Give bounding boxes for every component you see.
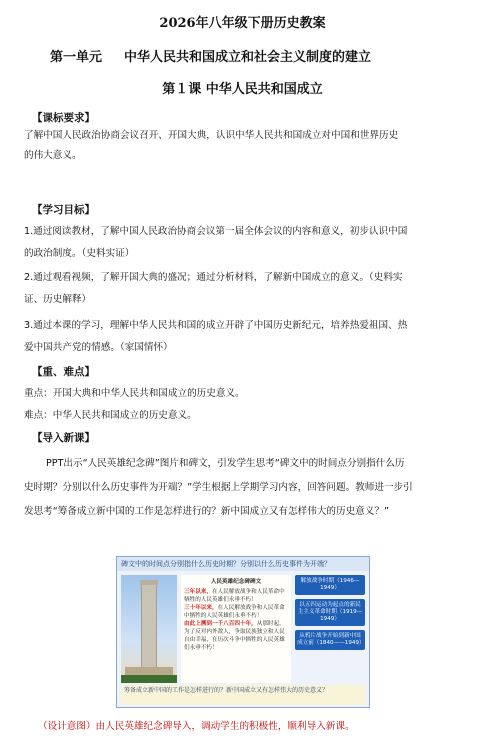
goal-1-line-1: 1.通过阅读教材，了解中国人民政治协商会议第一届全体会议的内容和意义，初步认识中国 <box>24 226 408 237</box>
intro-line-1: PPT出示“人民英雄纪念碑”图片和碑文，引发学生思考“碑文中的时间点分别指什么历 <box>46 458 405 469</box>
goal-1-line-2: 的政治制度。（史料实证） <box>24 248 135 259</box>
lesson-title: 第１课 中华人民共和国成立 <box>162 82 323 97</box>
inscription-title: 人民英雄纪念碑碑文 <box>210 579 262 585</box>
goal-3-line-1: 3.通过本课的学习，理解中华人民共和国的成立开辟了中国历史新纪元，培养热爱祖国、热 <box>24 320 408 331</box>
intro-heading: 【导入新课】 <box>32 432 95 444</box>
inscription-paragraph-1: 三年以来，在人民解放战争和人民革命中牺牲的人民英雄们永垂不朽！ <box>184 589 285 603</box>
slide-bottom-question: 筹备成立新中国的工作是怎样进行的？新中国成立又有怎样伟大的历史意义？ <box>121 685 365 705</box>
intro-line-2: 史时期？分别以什么历史事件为开端？”学生根据上学期学习内容，回答问题。教师进一步引 <box>24 482 413 493</box>
period-boxes <box>295 575 365 654</box>
inscription-paragraph-2: 三十年以来，在人民解放战争和人民革命中牺牲的人民英雄们永垂不朽！ <box>184 605 285 619</box>
period-box-1: 解放战争时期（1946—1949） <box>295 575 365 595</box>
standard-line-2: 的伟大意义。 <box>24 150 82 161</box>
unit-number: 第一单元 <box>50 50 103 65</box>
goal-3-line-2: 爱中国共产党的情感。（家国情怀） <box>24 342 173 353</box>
unit-name: 中华人民共和国成立和社会主义制度的建立 <box>124 50 372 65</box>
document-title: 2026年八年级下册历史教案 <box>159 16 326 31</box>
design-intent-note: （设计意图）由人民英雄纪念碑导入，调动学生的积极性，顺利导入新课。 <box>38 721 355 732</box>
unit-title <box>50 46 470 65</box>
inscription-text <box>181 575 291 683</box>
slide-question: 碑文中的时间点分别指什么历史时期？分别以什么历史事件为开端？ <box>117 557 369 571</box>
goal-2-line-1: 2.通过观看视频，了解开国大典的盛况；通过分析材料，了解新中国成立的意义。（史料实 <box>24 272 403 283</box>
key-heading: 【重、难点】 <box>32 366 95 378</box>
difficult-point: 难点：中华人民共和国成立的历史意义。 <box>24 410 197 421</box>
trees-decoration <box>121 675 177 683</box>
key-point: 重点：开国大典和中华人民共和国成立的历史意义。 <box>24 388 245 399</box>
monument-icon <box>141 583 157 671</box>
period-box-3: 从鸦片战争开始到新中国成立前（1840——1949） <box>295 630 365 650</box>
period-box-2: 以五四运动为起点的新民主主义革命时期（1919—1949） <box>295 599 365 626</box>
goal-2-line-2: 证、历史解释） <box>24 294 92 305</box>
intro-line-3: 发思考“筹备成立新中国的工作是怎样进行的？新中国成立又有怎样伟大的历史意义？” <box>24 506 389 517</box>
inscription-paragraph-3: 由此上溯到一千八百四十年，从那时起，为了反对内外敌人，争取民族独立和人民自由幸福，在历次斗争中牺牲的人民英雄们永垂不朽！ <box>184 621 285 651</box>
goals-heading: 【学习目标】 <box>32 204 95 216</box>
standard-line-1: 了解中国人民政治协商会议召开、开国大典，认识中华人民共和国成立对中国和世界历史 <box>24 130 399 141</box>
standard-heading: 【课标要求】 <box>32 112 95 124</box>
monument-slide-image <box>116 556 370 708</box>
